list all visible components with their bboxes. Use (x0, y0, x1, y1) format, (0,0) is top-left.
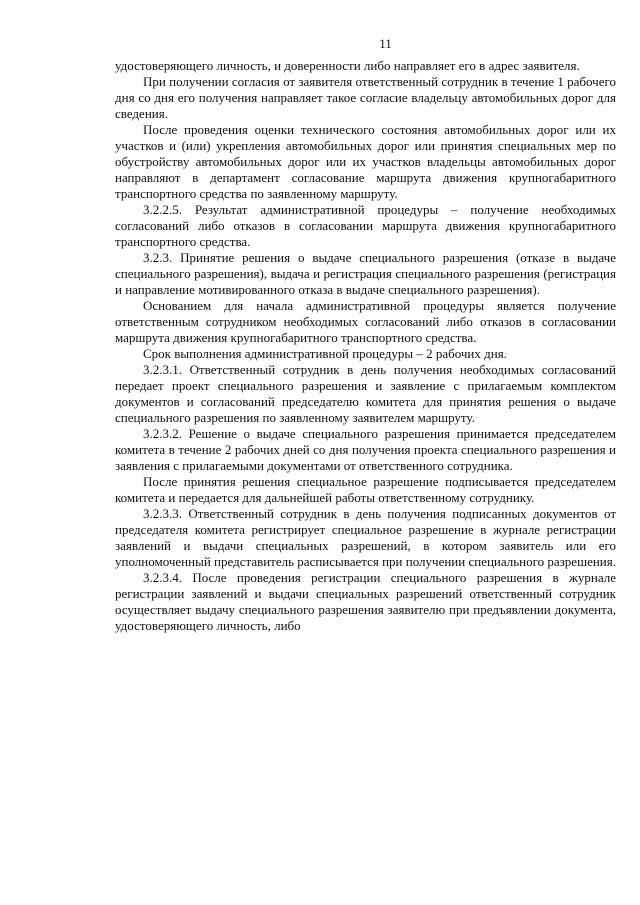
paragraph-procedure-term: Срок выполнения административной процедуры – 2 рабочих дня. (143, 346, 507, 361)
paragraph-permit-signing: После принятия решения специальное разрешение подписывается председателем комитета и передается для дальнейшей работы ответственному сотруднику. (115, 474, 616, 505)
paragraph-3-2-2-5: 3.2.2.5. Результат административной процедуры – получение необходимых согласований либо отказов в согласовании маршрута движения крупногабаритного транспортного средства. (115, 202, 616, 249)
paragraph-3-2-3-2: 3.2.3.2. Решение о выдаче специального разрешения принимается председателем комитета в течение 2 рабочих дней со дня получения проекта специального разрешения и заявления с прилагаемыми документами от ответственного сотрудника. (115, 426, 616, 473)
paragraph-3-2-3-4: 3.2.3.4. После проведения регистрации специального разрешения в журнале регистрации заявлений и выдачи специальных разрешений ответственный сотрудник осуществляет выдачу специального разрешения заявителю при предъявлении документа, удостоверяющего личность, либо (115, 570, 616, 633)
paragraph-3-2-3-1: 3.2.3.1. Ответственный сотрудник в день получения необходимых согласований передает проект специального разрешения и заявление с прилагаемым комплектом документов и согласований председателю комитета для принятия решения о выдаче специального разрешения по заявленному заявителем маршруту. (115, 362, 616, 425)
paragraph-consent-forwarding: При получении согласия от заявителя ответственный сотрудник в течение 1 рабочего дня со дня его получения направляет такое согласие владельцу автомобильных дорог для сведения. (115, 74, 616, 121)
paragraph-3-2-3: 3.2.3. Принятие решения о выдаче специального разрешения (отказе в выдаче специального разрешения), выдача и регистрация специального разрешения (регистрация и направление мотивированного отказа в выдаче специального разрешения). (115, 250, 616, 297)
paragraph-procedure-basis: Основанием для начала административной процедуры является получение ответственным сотрудником необходимых согласований либо отказов в согласовании маршрута движения крупногабаритного транспортного средства. (115, 298, 616, 345)
page-number: 11 (379, 36, 392, 51)
paragraph-road-assessment: После проведения оценки технического состояния автомобильных дорог или их участков и (или) укрепления автомобильных дорог или принятия специальных мер по обустройству автомобильных дорог или их участков владельцы автомобильных дорог направляют в департамент согласование маршрута движения крупногабаритного транспортного средства по заявленному маршруту. (115, 122, 616, 201)
paragraph-continuation: удостоверяющего личность, и доверенности либо направляет его в адрес заявителя. (115, 58, 580, 73)
paragraph-3-2-3-3: 3.2.3.3. Ответственный сотрудник в день получения подписанных документов от председателя комитета регистрирует специальное разрешение в журнале регистрации заявлений и выдачи специальных разрешений, в котором заявитель или его уполномоченный представитель расписывается при получении специального разрешения. (115, 506, 616, 569)
